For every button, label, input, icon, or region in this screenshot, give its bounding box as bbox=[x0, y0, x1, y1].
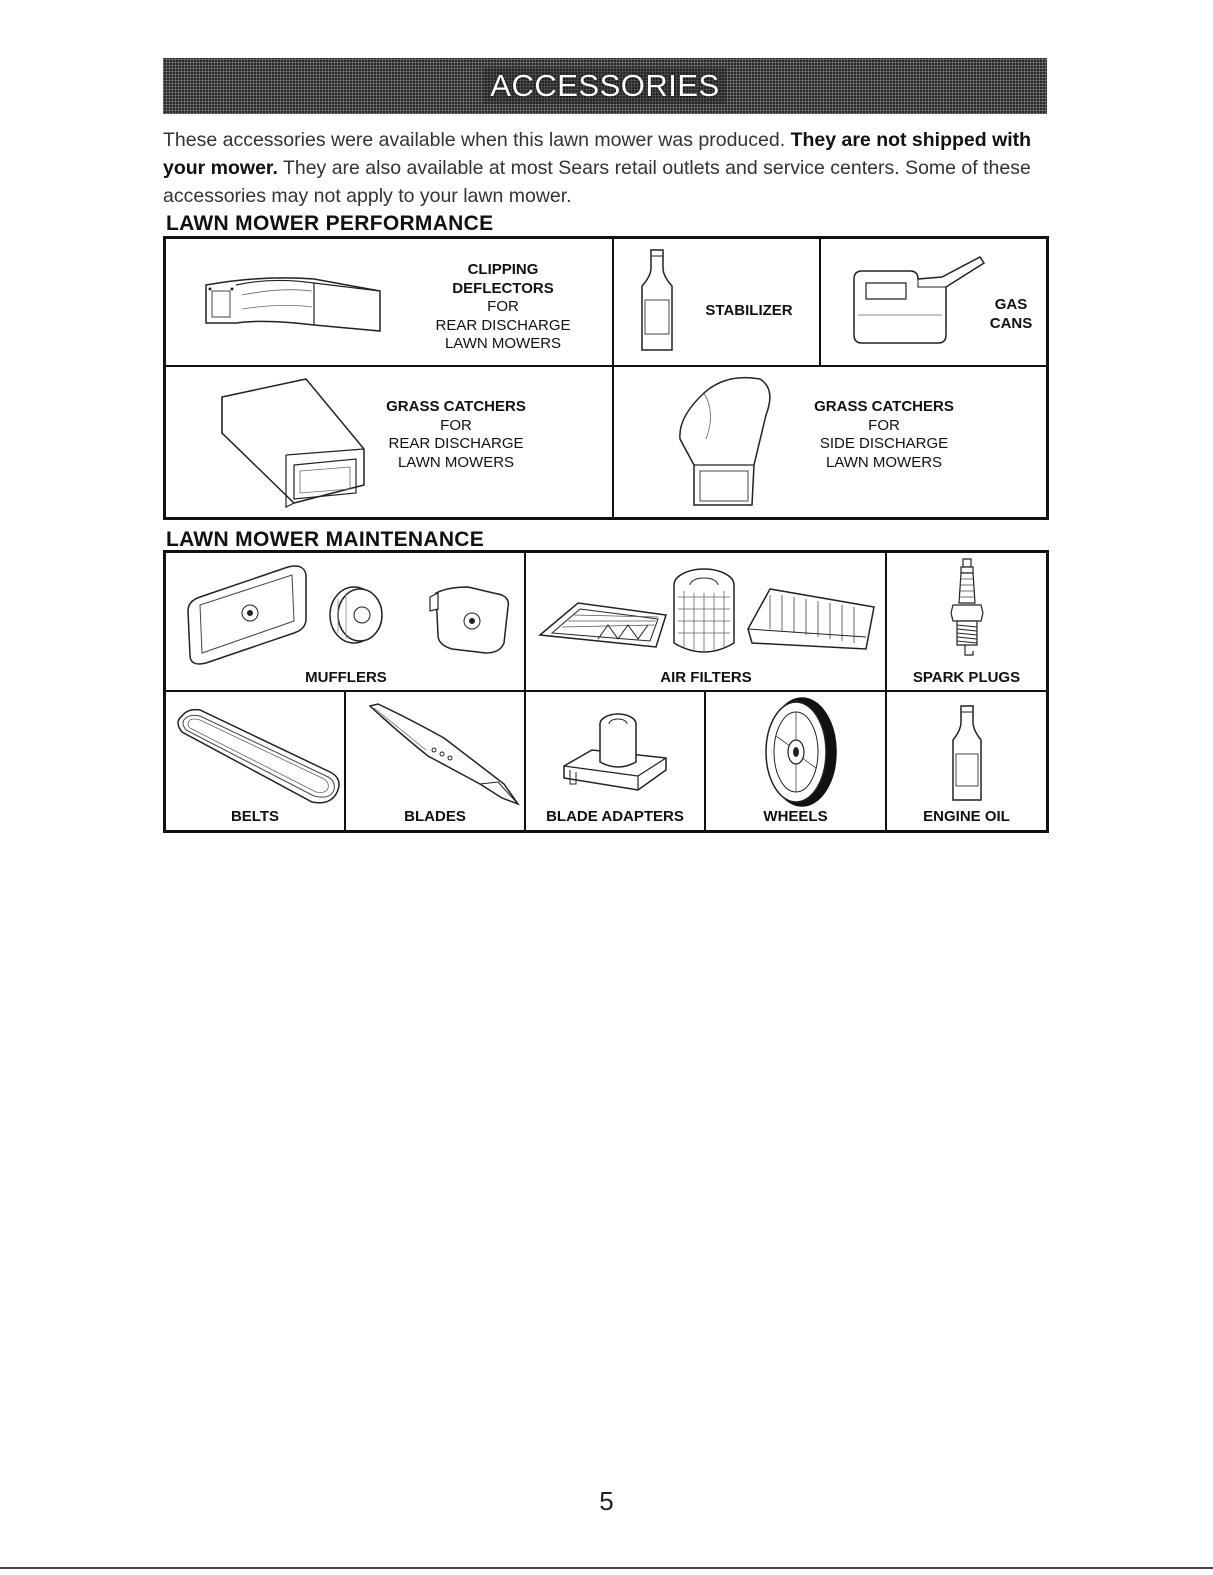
side-grass-catcher-icon bbox=[676, 373, 780, 515]
rear-grass-catchers-cell bbox=[166, 367, 612, 517]
gas-cans-label: GAS CANS bbox=[989, 296, 1033, 332]
air-filters-cell bbox=[526, 553, 885, 690]
belts-cell bbox=[166, 692, 344, 830]
performance-grid bbox=[163, 236, 1049, 520]
performance-section-title: LAWN MOWER PERFORMANCE bbox=[166, 212, 494, 235]
spark-plugs-label: SPARK PLUGS bbox=[912, 669, 1021, 686]
engine-oil-icon bbox=[947, 704, 987, 804]
muffler-icon bbox=[186, 563, 516, 669]
blades-label: BLADES bbox=[404, 808, 466, 825]
maintenance-section-title: LAWN MOWER MAINTENANCE bbox=[166, 528, 485, 551]
blades-cell bbox=[346, 692, 524, 830]
stabilizer-cell bbox=[614, 239, 819, 365]
stabilizer-label: STABILIZER bbox=[705, 302, 793, 319]
mufflers-label: MUFFLERS bbox=[305, 669, 387, 686]
air-filter-icon bbox=[538, 563, 876, 661]
belts-label: BELTS bbox=[230, 808, 280, 825]
gas-can-icon bbox=[846, 255, 986, 347]
intro-bold-text: They are not shipped with your mower. bbox=[163, 129, 1032, 179]
page-title: ACCESSORIES bbox=[490, 68, 720, 103]
gas-cans-cell bbox=[821, 239, 1046, 365]
engine-oil-cell bbox=[887, 692, 1046, 830]
maintenance-grid bbox=[163, 550, 1049, 833]
wheels-cell bbox=[706, 692, 885, 830]
spark-plugs-cell bbox=[887, 553, 1046, 690]
clipping-deflectors-label: CLIPPING DEFLECTORS FOR REAR DISCHARGE LAWN MOWERS bbox=[435, 261, 571, 352]
blade-adapters-cell bbox=[526, 692, 704, 830]
intro-text-2: They are also available at most Sears retail outlets and service centers. Some of these accessories may not apply to your lawn mower. bbox=[163, 157, 1031, 207]
side-grass-catchers-cell bbox=[614, 367, 1046, 517]
clipping-deflectors-cell bbox=[166, 239, 612, 365]
blade-adapters-label: BLADE ADAPTERS bbox=[546, 808, 684, 825]
belt-icon bbox=[172, 706, 344, 806]
engine-oil-label: ENGINE OIL bbox=[923, 808, 1010, 825]
mufflers-cell bbox=[166, 553, 524, 690]
clipping-deflector-icon bbox=[202, 273, 388, 335]
spark-plug-icon bbox=[949, 557, 985, 665]
blade-icon bbox=[368, 702, 518, 804]
header-banner bbox=[163, 58, 1047, 114]
intro-text-1: These accessories were available when this lawn mower was produced. bbox=[163, 129, 791, 151]
side-grass-catchers-label: GRASS CATCHERS FOR SIDE DISCHARGE LAWN MOWERS bbox=[814, 398, 954, 471]
rear-grass-catchers-label: GRASS CATCHERS FOR REAR DISCHARGE LAWN MOWERS bbox=[386, 398, 526, 471]
page-number: 5 bbox=[599, 1486, 614, 1516]
intro-paragraph bbox=[163, 126, 1053, 210]
wheels-label: WHEELS bbox=[763, 808, 828, 825]
blade-adapter-icon bbox=[562, 710, 672, 802]
bottom-rule bbox=[0, 1567, 1213, 1569]
rear-grass-catcher-icon bbox=[218, 377, 368, 511]
stabilizer-bottle-icon bbox=[636, 248, 678, 354]
wheel-icon bbox=[758, 696, 838, 808]
air-filters-label: AIR FILTERS bbox=[660, 669, 752, 686]
